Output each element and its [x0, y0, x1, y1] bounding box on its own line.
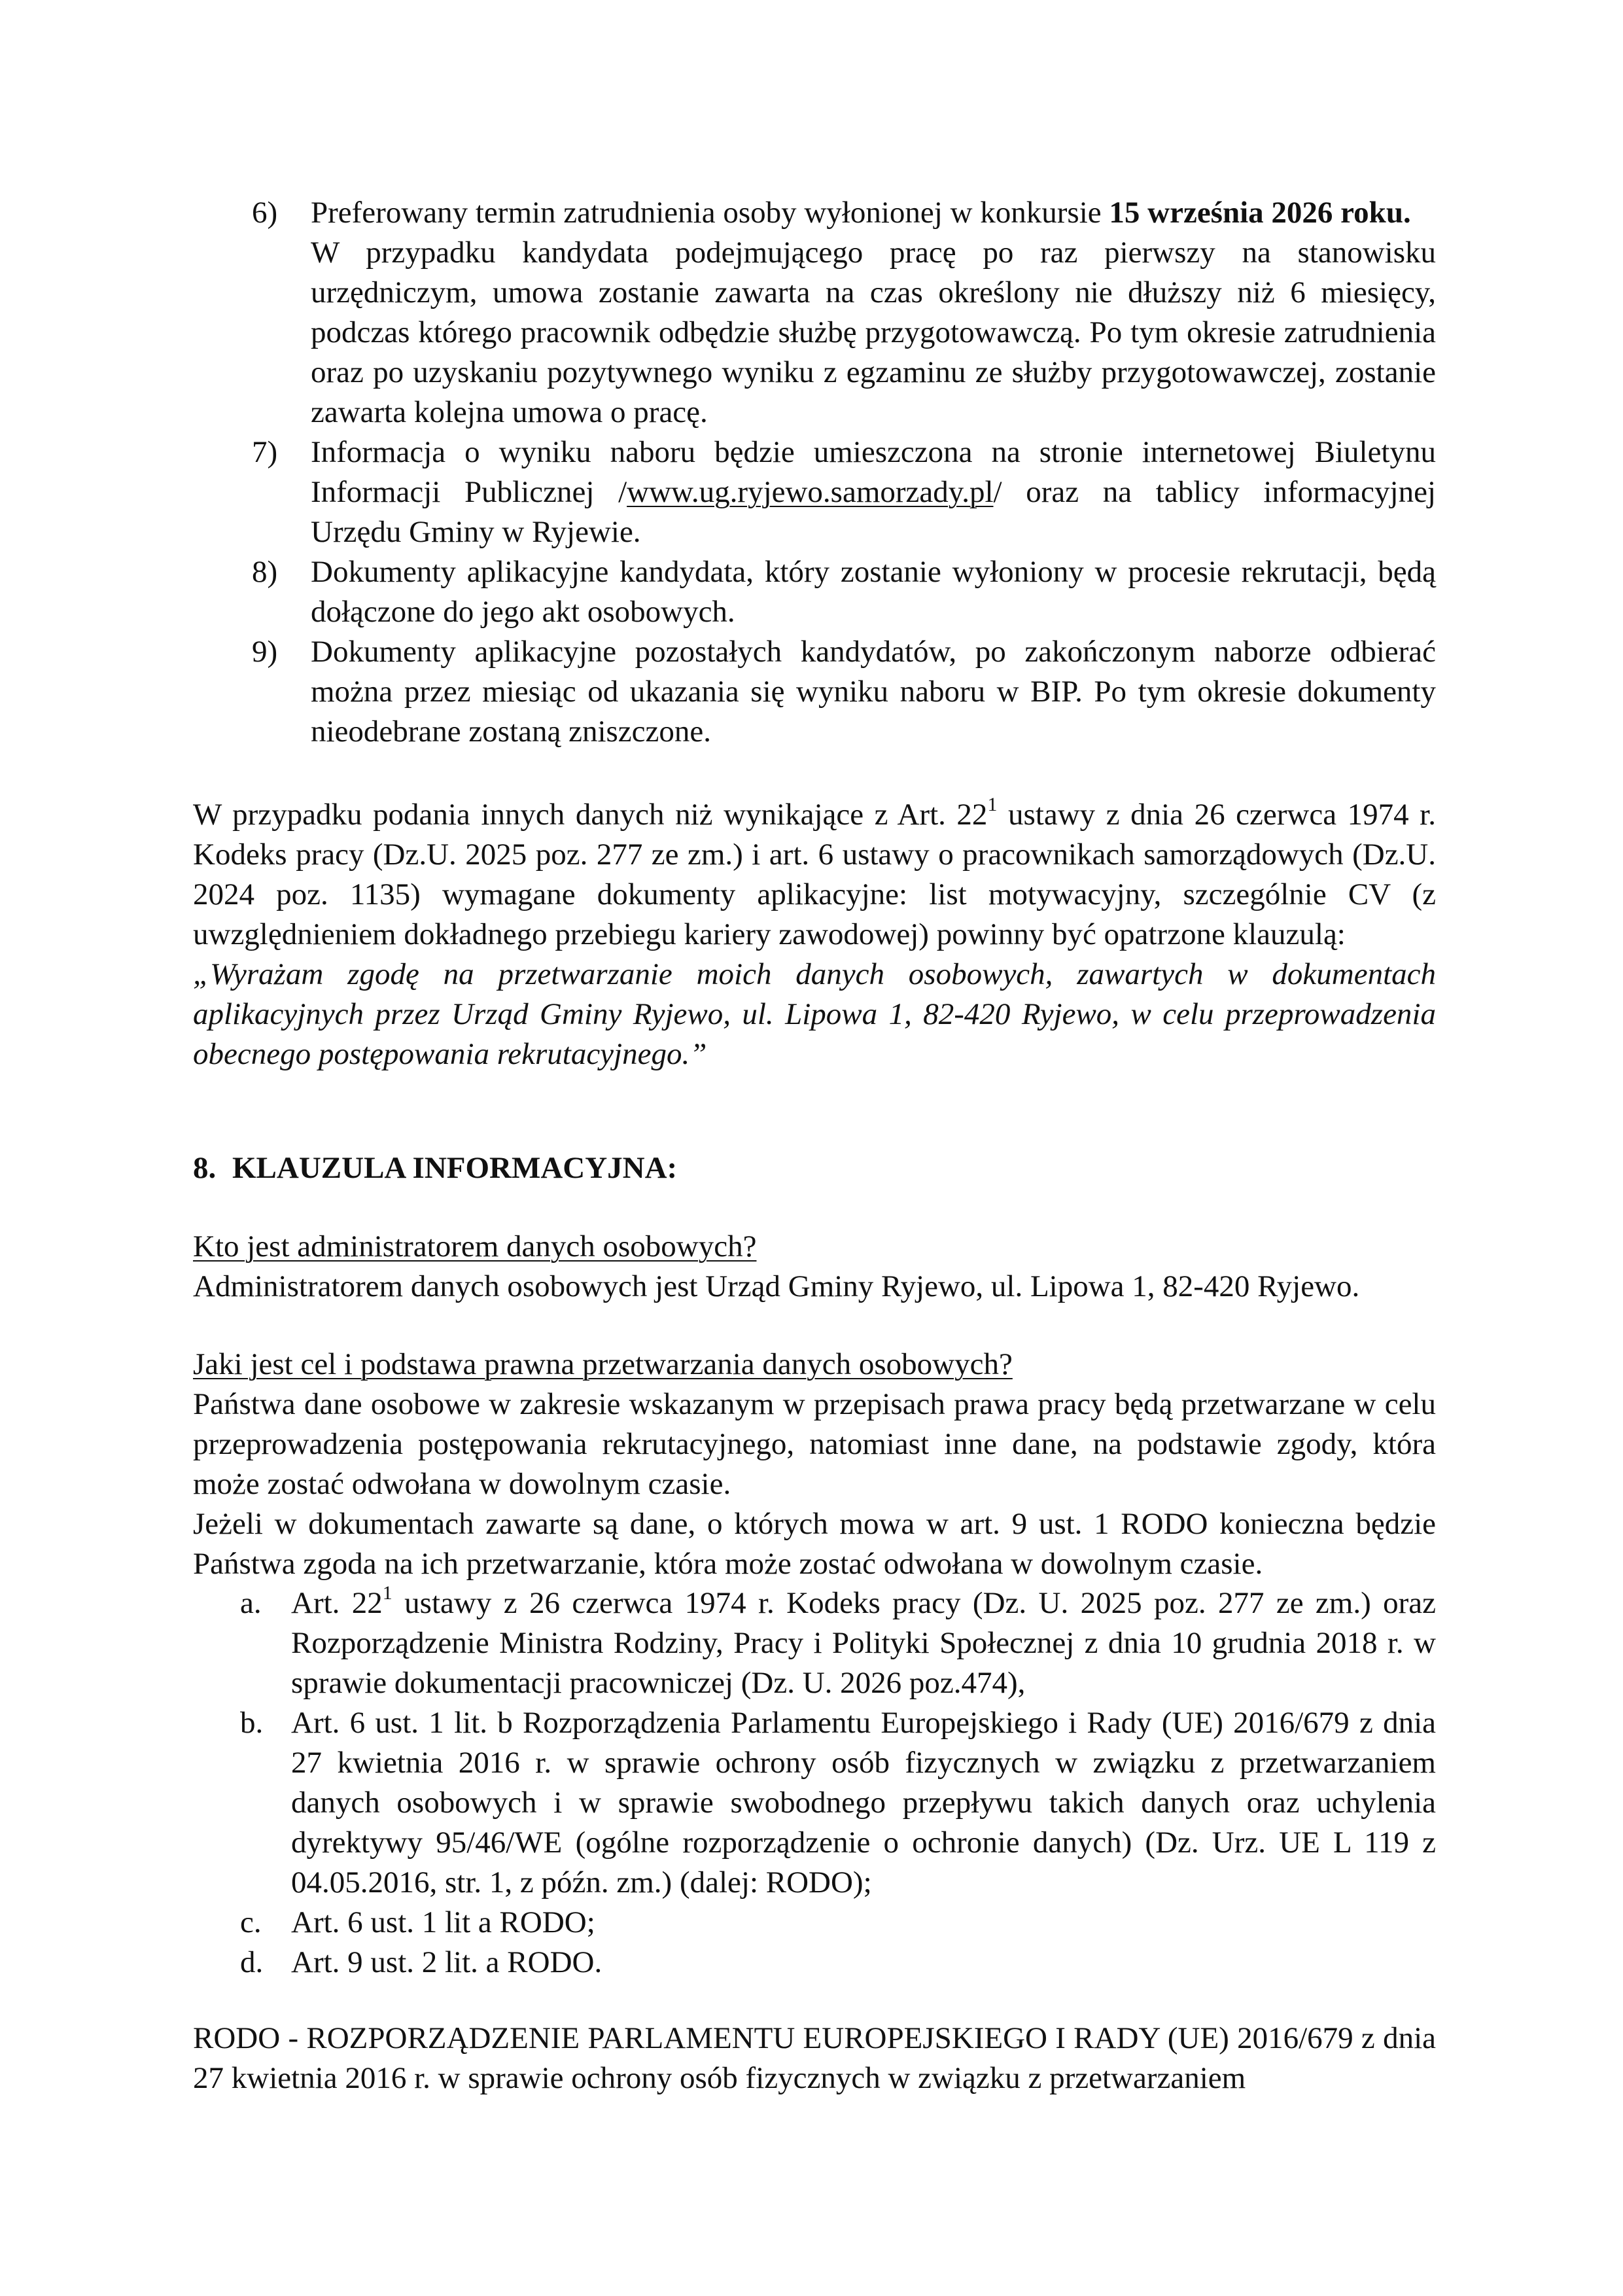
consent-text: ustawy z dnia 26 czerwca 1974 r. Kodeks pracy (Dz.U. 2025 poz. 277 ze zm.) i art. 6 ustawy o pracownikach samorządowych (Dz.U. 2024 poz. 1135) wymagane dokumenty aplikacyjne: list motywacyjny, szczególnie CV (z uwzględnieniem dokładnego przebiegu kariery zawodowej) powinny być opatrzone klauzulą: [193, 798, 1436, 951]
list-item [193, 1903, 1436, 1943]
list-item [193, 1583, 1436, 1703]
list-item [193, 433, 1436, 552]
section-heading [193, 1148, 677, 1188]
consent-text: W przypadku podania innych danych niż wynikające z Art. 22 [193, 798, 988, 832]
list-item-text: Preferowany termin zatrudnienia osoby wyłonionej w konkursie [311, 196, 1109, 230]
purpose-paragraph: Państwa dane osobowe w zakresie wskazanym w przepisach prawa pracy będą przetwarzane w celu przeprowadzenia postępowania rekrutacyjnego, natomiast inne dane, na podstawie zgody, która może zostać odwołana w dowolnym czasie. [193, 1387, 1436, 1501]
list-item-number: 6) [252, 196, 278, 230]
list-item [193, 1943, 1436, 1983]
list-item-number: 8) [252, 555, 278, 589]
list-item [193, 552, 1436, 632]
list-item-text: Art. 22 [291, 1586, 383, 1620]
list-item-text: Art. 6 ust. 1 lit. b Rozporządzenia Parlamentu Europejskiego i Rady (UE) 2016/679 z dnia 27 kwietnia 2016 r. w sprawie ochrony osób fizycznych w związku z przetwarzaniem danych osobowych i w sprawie swobodnego przepływu takich danych oraz uchylenia dyrektywy 95/46/WE (ogólne rozporządzenie o ochronie danych) (Dz. Urz. UE L 119 z 04.05.2016, str. 1, z późn. zm.) (dalej: RODO); [291, 1706, 1436, 1899]
superscript: 1 [382, 1582, 393, 1604]
list-item-number: 7) [252, 435, 278, 469]
list-item-text: ustawy z 26 czerwca 1974 r. Kodeks pracy (Dz. U. 2025 poz. 277 ze zm.) oraz Rozporządzenie Ministra Rodziny, Pracy i Polityki Społecznej z dnia 10 grudnia 2018 r. w sprawie dokumentacji pracowniczej (Dz. U. 2026 poz.474), [291, 1586, 1437, 1700]
list-item [193, 193, 1436, 433]
administrator-question: Kto jest administratorem danych osobowych? [193, 1229, 757, 1263]
section-title: KLAUZULA INFORMACYJNA: [232, 1151, 678, 1185]
rodo-paragraph [193, 2019, 1436, 2098]
list-item-letter: d. [240, 1945, 264, 1979]
employment-date: 15 września 2026 roku. [1109, 196, 1411, 230]
consent-clause: „Wyrażam zgodę na przetwarzanie moich danych osobowych, zawartych w dokumentach aplikacyjnych przez Urząd Gminy Ryjewo, ul. Lipowa 1, 82-420 Ryjewo, w celu przeprowadzenia obecnego postępowania rekrutacyjnego.” [193, 957, 1436, 1071]
list-item [193, 1703, 1436, 1903]
purpose-section [193, 1345, 1436, 1584]
consent-paragraph [193, 795, 1436, 1074]
recruitment-conditions-list [193, 193, 1436, 752]
list-item-letter: c. [240, 1905, 262, 1939]
list-item [193, 632, 1436, 752]
list-item-text: W przypadku kandydata podejmującego pracę po raz pierwszy na stanowisku urzędniczym, umowa zostanie zawarta na czas określony nie dłuższy niż 6 miesięcy, podczas którego pracownik odbędzie służbę przygotowawczą. Po tym okresie zatrudnienia oraz po uzyskaniu pozytywnego wyniku z egzaminu ze służby przygotowawczej, zostanie zawarta kolejna umowa o pracę. [311, 236, 1436, 429]
list-item-text: Art. 9 ust. 2 lit. a RODO. [291, 1945, 602, 1979]
legal-basis-list [193, 1583, 1436, 1983]
administrator-section [193, 1227, 1436, 1307]
list-item-text: Art. 6 ust. 1 lit a RODO; [291, 1905, 595, 1939]
rodo-text: RODO - ROZPORZĄDZENIE PARLAMENTU EUROPEJSKIEGO I RADY (UE) 2016/679 z dnia 27 kwietnia 2016 r. w sprawie ochrony osób fizycznych w związku z przetwarzaniem [193, 2021, 1436, 2095]
list-item-number: 9) [252, 635, 278, 669]
section-number: 8. [193, 1151, 217, 1185]
list-item-letter: a. [240, 1586, 262, 1620]
bip-link[interactable]: www.ug.ryjewo.samorzady.pl [627, 475, 994, 509]
list-item-text: Dokumenty aplikacyjne kandydata, który zostanie wyłoniony w procesie rekrutacji, będą dołączone do jego akt osobowych. [311, 555, 1436, 629]
superscript: 1 [987, 794, 998, 816]
list-item-text: Dokumenty aplikacyjne pozostałych kandydatów, po zakończonym naborze odbierać można przez miesiąc od ukazania się wyniku naboru w BIP. Po tym okresie dokumenty nieodebrane zostaną zniszczone. [311, 635, 1436, 749]
list-item-text: / oraz na tablicy informacyjnej Urzędu Gminy w Ryjewie. [311, 475, 1436, 549]
administrator-answer: Administratorem danych osobowych jest Urząd Gminy Ryjewo, ul. Lipowa 1, 82-420 Ryjewo. [193, 1269, 1360, 1303]
list-item-letter: b. [240, 1706, 264, 1740]
purpose-paragraph: Jeżeli w dokumentach zawarte są dane, o których mowa w art. 9 ust. 1 RODO konieczna będzie Państwa zgoda na ich przetwarzanie, która może zostać odwołana w dowolnym czasie. [193, 1507, 1436, 1581]
list-item-text: Informacja o wyniku naboru będzie umieszczona na stronie internetowej Biuletynu Informacji Publicznej / [311, 435, 1436, 509]
purpose-question: Jaki jest cel i podstawa prawna przetwarzania danych osobowych? [193, 1347, 1013, 1381]
